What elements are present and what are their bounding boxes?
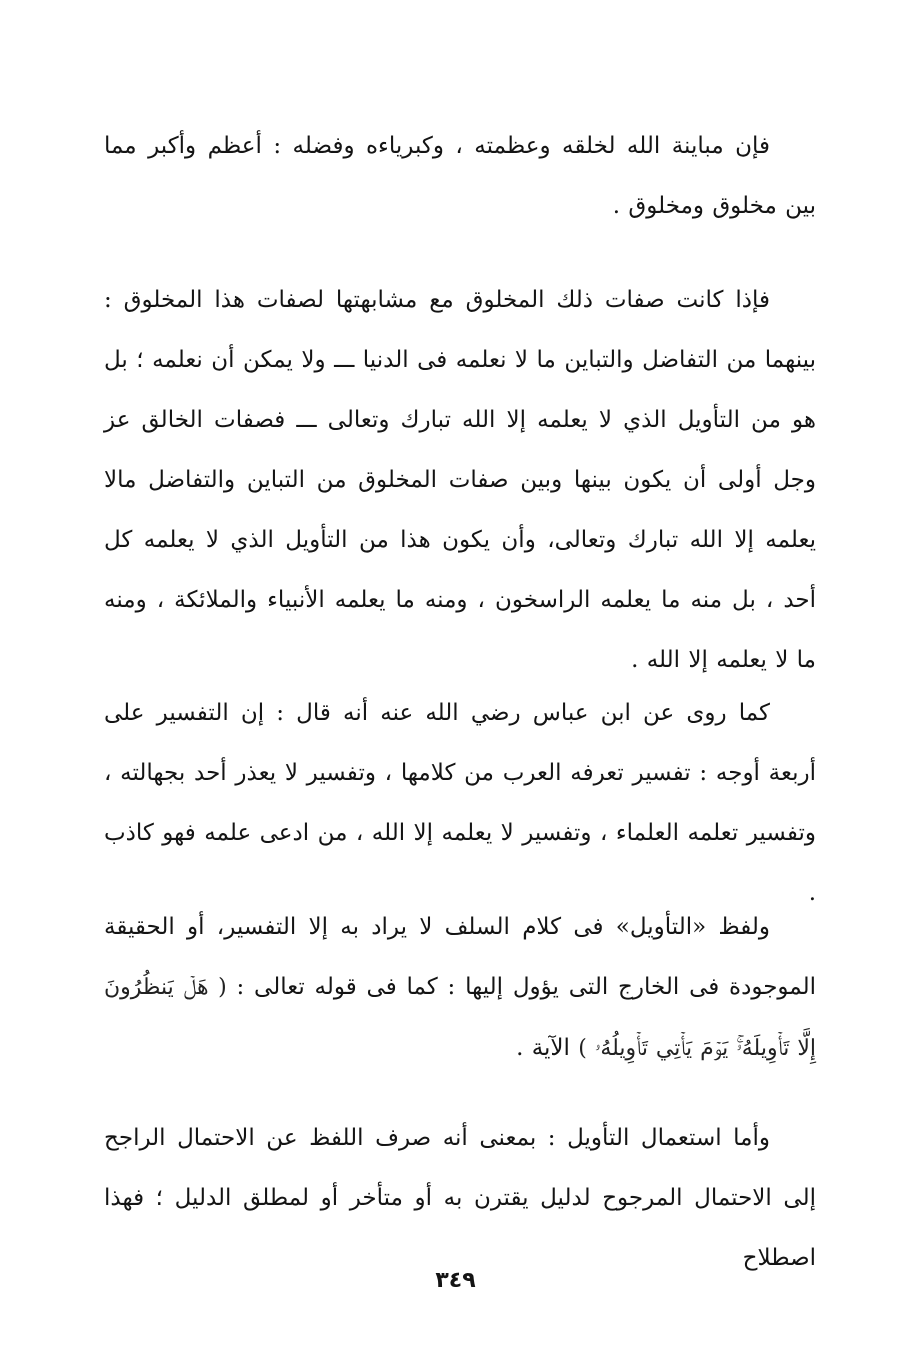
paragraph-4-text: ولفظ «التأويل» فى كلام السلف لا يراد به إلا التفسير، أو الحقيقة الموجودة فى الخارج التى يؤول إليها : كما فى قوله تعالى :: [104, 914, 816, 1000]
paragraph-1: فإن مباينة الله لخلقه وعظمته ، وكبرياءه وفضله : أعظم وأكبر مما بين مخلوق ومخلوق .: [104, 133, 816, 219]
paragraph-5: وأما استعمال التأويل : بمعنى أنه صرف اللفظ عن الاحتمال الراجح إلى الاحتمال المرجوح لدليل يقترن به أو متأخر أو لمطلق الدليل ؛ فهذا اصطلاح: [104, 1125, 816, 1271]
quran-verse: ( هَلۡ يَنظُرُونَ إِلَّا تَأۡوِيلَهُۥۚ يَوۡمَ يَأۡتِي تَأۡوِيلُهُۥ ): [104, 975, 816, 1061]
paragraph-4-tail: الآية .: [516, 1035, 570, 1061]
page-number: ٣٤٩: [435, 1268, 476, 1293]
paragraph-4: [104, 897, 816, 1079]
paragraph-2: فإذا كانت صفات ذلك المخلوق مع مشابهتها لصفات هذا المخلوق : بينهما من التفاضل والتباين ما لا نعلمه فى الدنيا ـــ ولا يمكن أن نعلمه ؛ بل هو من التأويل الذي لا يعلمه إلا الله تبارك وتعالى ـــ فصفات الخالق عز وجل أولى أن يكون بينها وبين صفات المخلوق من التباين والتفاضل مالا يعلمه إلا الله تبارك وتعالى، وأن يكون هذا من التأويل الذي لا يعلمه كل أحد ، بل منه ما يعلمه الراسخون ، ومنه ما يعلمه الأنبياء والملائكة ، ومنه ما لا يعلمه إلا الله .: [104, 287, 816, 673]
paragraph-3: كما روى عن ابن عباس رضي الله عنه أنه قال : إن التفسير على أربعة أوجه : تفسير تعرفه العرب من كلامها ، وتفسير لا يعذر أحد بجهالته ، وتفسير تعلمه العلماء ، وتفسير لا يعلمه إلا الله ، من ادعى علمه فهو كاذب .: [104, 700, 816, 906]
